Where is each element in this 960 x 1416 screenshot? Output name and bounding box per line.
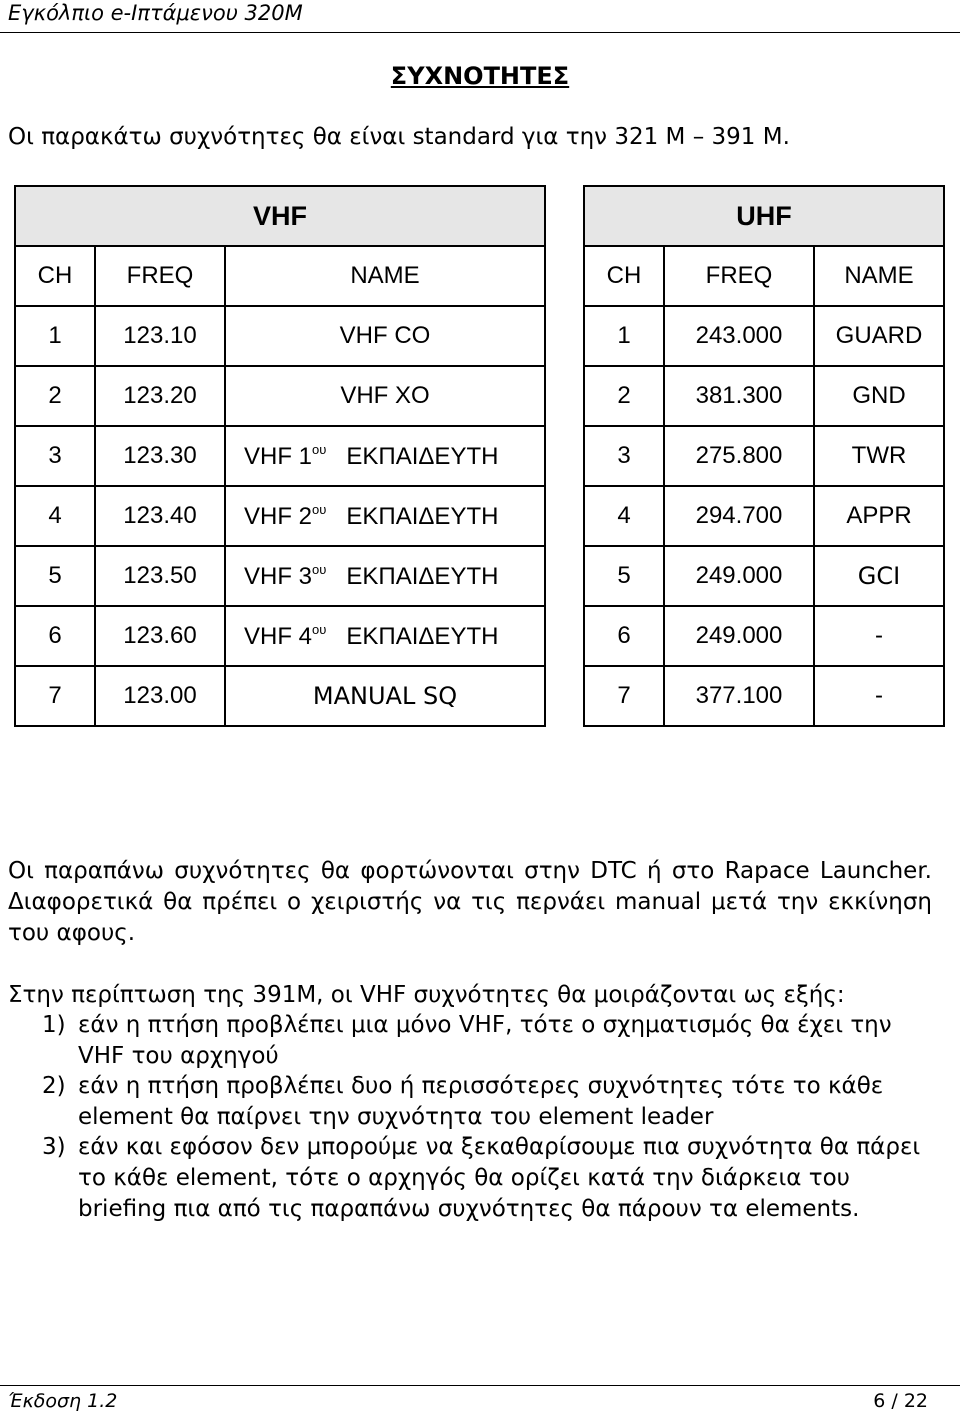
uhf-name-cell: APPR xyxy=(814,486,944,546)
footer-divider xyxy=(0,1385,960,1386)
uhf-frequency-table xyxy=(583,185,945,727)
vhf-freq-cell: 123.40 xyxy=(95,486,225,546)
uhf-freq-cell: 249.000 xyxy=(664,546,814,606)
vhf-row xyxy=(15,306,545,366)
uhf-name-cell: GND xyxy=(814,366,944,426)
vhf-freq-cell: 123.30 xyxy=(95,426,225,486)
list-item-number: 1) xyxy=(42,1012,66,1038)
uhf-ch-cell: 5 xyxy=(584,546,664,606)
uhf-row xyxy=(584,486,944,546)
uhf-ch-cell: 3 xyxy=(584,426,664,486)
vhf-name-cell xyxy=(225,486,545,546)
vhf-name-suffix: ΕΚΠΑΙΔΕΥΤΗ xyxy=(346,562,499,590)
vhf-freq-cell: 123.60 xyxy=(95,606,225,666)
vhf-table-title: VHF xyxy=(15,186,545,246)
vhf-row xyxy=(15,486,545,546)
vhf-name-ordinal: ου xyxy=(312,501,327,517)
list-item xyxy=(42,1132,922,1225)
vhf-ch-cell: 1 xyxy=(15,306,95,366)
vhf-row xyxy=(15,606,545,666)
list-item-number: 3) xyxy=(42,1134,66,1160)
vhf-name-prefix: VHF 4 xyxy=(244,622,313,650)
vhf-row xyxy=(15,546,545,606)
header-divider xyxy=(0,32,960,33)
uhf-row xyxy=(584,666,944,726)
loading-instructions-paragraph: Οι παραπάνω συχνότητες θα φορτώνονται στην DTC ή στο Rapace Launcher. Διαφορετικά θα πρέπει ο χειριστής να τις περνάει manual μετά την εκκίνηση του αφους. xyxy=(8,858,932,946)
vhf-name-ordinal: ου xyxy=(312,621,327,637)
vhf-header-freq: FREQ xyxy=(95,246,225,306)
vhf-name-suffix: ΕΚΠΑΙΔΕΥΤΗ xyxy=(346,622,499,650)
uhf-row xyxy=(584,366,944,426)
vhf-name-cell xyxy=(225,426,545,486)
uhf-ch-cell: 7 xyxy=(584,666,664,726)
uhf-header-name: NAME xyxy=(814,246,944,306)
section-title: ΣΥΧΝΟΤΗΤΕΣ xyxy=(390,62,570,90)
uhf-freq-cell: 275.800 xyxy=(664,426,814,486)
uhf-name-cell: - xyxy=(814,606,944,666)
vhf-name-suffix: ΕΚΠΑΙΔΕΥΤΗ xyxy=(346,502,499,530)
vhf-ch-cell: 4 xyxy=(15,486,95,546)
vhf-ch-cell: 3 xyxy=(15,426,95,486)
uhf-freq-cell: 381.300 xyxy=(664,366,814,426)
vhf-row xyxy=(15,426,545,486)
vhf-name-cell xyxy=(225,606,545,666)
allocation-intro-paragraph: Στην περίπτωση της 391Μ, οι VHF συχνότητες θα μοιράζονται ως εξής: xyxy=(8,982,845,1008)
vhf-ch-cell: 2 xyxy=(15,366,95,426)
vhf-header-row xyxy=(15,246,545,306)
vhf-name-prefix: VHF 1 xyxy=(244,442,313,470)
list-item-text: εάν η πτήση προβλέπει δυο ή περισσότερες συχνότητες τότε το κάθε element θα παίρνει την συχνότητα του element leader xyxy=(78,1073,884,1130)
uhf-ch-cell: 2 xyxy=(584,366,664,426)
vhf-frequency-table xyxy=(14,185,546,727)
uhf-row xyxy=(584,606,944,666)
list-item xyxy=(42,1071,922,1133)
vhf-name-prefix: VHF 2 xyxy=(244,502,313,530)
uhf-row xyxy=(584,546,944,606)
uhf-row xyxy=(584,426,944,486)
vhf-name-cell xyxy=(225,546,545,606)
uhf-header-row xyxy=(584,246,944,306)
document-header-title: Εγκόλπιο e-Ιπτάμενου 320M xyxy=(8,1,303,25)
vhf-name-cell: VHF CO xyxy=(225,306,545,366)
uhf-name-cell: - xyxy=(814,666,944,726)
vhf-header-name: NAME xyxy=(225,246,545,306)
vhf-freq-cell: 123.50 xyxy=(95,546,225,606)
uhf-table-title: UHF xyxy=(584,186,944,246)
uhf-row xyxy=(584,306,944,366)
vhf-freq-cell: 123.00 xyxy=(95,666,225,726)
uhf-name-cell: GUARD xyxy=(814,306,944,366)
uhf-ch-cell: 1 xyxy=(584,306,664,366)
list-item xyxy=(42,1010,922,1072)
edition-label: Έκδοση 1.2 xyxy=(8,1390,118,1412)
uhf-header-ch: CH xyxy=(584,246,664,306)
uhf-freq-cell: 249.000 xyxy=(664,606,814,666)
vhf-ch-cell: 5 xyxy=(15,546,95,606)
uhf-name-cell: TWR xyxy=(814,426,944,486)
uhf-freq-cell: 377.100 xyxy=(664,666,814,726)
vhf-name-ordinal: ου xyxy=(312,561,327,577)
vhf-name-ordinal: ου xyxy=(312,441,327,457)
list-item-number: 2) xyxy=(42,1073,66,1099)
vhf-name-suffix: ΕΚΠΑΙΔΕΥΤΗ xyxy=(346,442,499,470)
uhf-header-freq: FREQ xyxy=(664,246,814,306)
intro-text: Οι παρακάτω συχνότητες θα είναι standard για την 321 Μ – 391 Μ. xyxy=(8,124,790,150)
uhf-freq-cell: 294.700 xyxy=(664,486,814,546)
vhf-ch-cell: 6 xyxy=(15,606,95,666)
vhf-row xyxy=(15,366,545,426)
vhf-header-ch: CH xyxy=(15,246,95,306)
vhf-freq-cell: 123.20 xyxy=(95,366,225,426)
vhf-name-prefix: VHF 3 xyxy=(244,562,313,590)
uhf-ch-cell: 6 xyxy=(584,606,664,666)
list-item-text: εάν και εφόσον δεν μπορούμε να ξεκαθαρίσουμε πια συχνότητα θα πάρει το κάθε element, τότε ο αρχηγός θα ορίζει κατά την διάρκεια του briefing πια από τις παραπάνω συχνότητες θα πάρουν τα elements. xyxy=(78,1134,921,1222)
vhf-name-cell: MANUAL SQ xyxy=(225,666,545,726)
uhf-ch-cell: 4 xyxy=(584,486,664,546)
uhf-freq-cell: 243.000 xyxy=(664,306,814,366)
vhf-row xyxy=(15,666,545,726)
page-number: 6 / 22 xyxy=(873,1390,928,1412)
vhf-name-cell: VHF XO xyxy=(225,366,545,426)
vhf-freq-cell: 123.10 xyxy=(95,306,225,366)
uhf-name-cell: GCI xyxy=(814,546,944,606)
vhf-ch-cell: 7 xyxy=(15,666,95,726)
list-item-text: εάν η πτήση προβλέπει μια μόνο VHF, τότε ο σχηματισμός θα έχει την VHF του αρχηγού xyxy=(78,1012,892,1069)
